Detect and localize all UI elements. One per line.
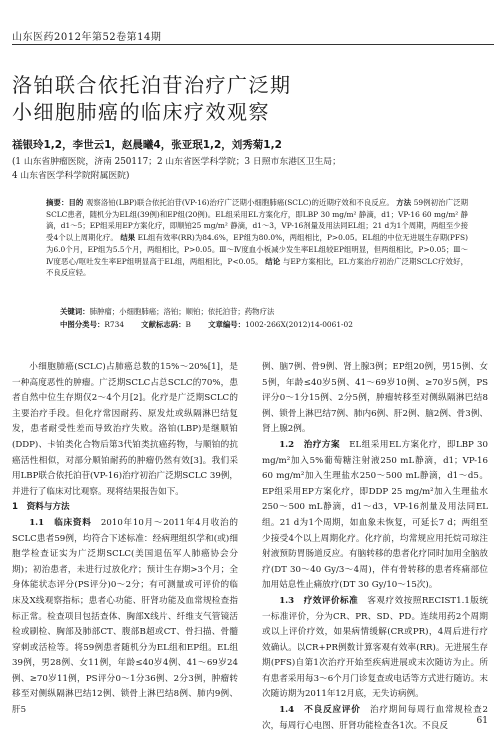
authors: 禚银玲1,2，李世云1，赵晨曦4，张亚珉1,2，刘秀菊1,2 xyxy=(12,139,282,151)
title-line-2: 小细胞肺癌的临床疗效观察 xyxy=(12,100,270,124)
affiliation-line-1: (1 山东省肿瘤医院，济南 250117；2 山东省医学科学院；3 日照市东港区卫生局； xyxy=(12,157,341,167)
conclusion-label: 结论 xyxy=(265,256,281,266)
journal-header: 山东医药2012年第52卷第14期 xyxy=(12,32,162,43)
subsection-1-1: 1.1 临床资料 xyxy=(29,517,92,528)
results-label: 结果 xyxy=(120,233,136,243)
doc-label: 文献标志码： xyxy=(141,320,186,329)
article-label: 文章编号： xyxy=(208,320,246,329)
patient-data-continued: 例、脑7例、骨9例、肾上腺3例；EP组20例，男15例、女5例，年龄≤40岁5例、41～69岁10例、≥70岁5例，PS评分0～1分15例、2分5例，肿瘤转移至对侧纵隔淋巴结8例、锁骨上淋巴结7例、肺内6例、肝2例、脑2例、骨3例、肾上腺2例。 xyxy=(262,362,488,435)
abstract xyxy=(46,197,468,279)
subsection-1-4: 1.4 不良反应评价 xyxy=(279,705,361,716)
subsection-1-3: 1.3 疗效评价标准 xyxy=(279,595,359,606)
conclusion-text: 与EP方案相比，EL方案治疗初治广泛期SCLC疗效好，不良反应轻。 xyxy=(46,256,468,278)
right-column xyxy=(262,360,488,734)
adverse-text: 治疗期间每周行血常规检查2次，每周行心电图、肝肾功能检查各1次。不良反 xyxy=(262,705,489,731)
methods-label: 方法 xyxy=(396,198,412,207)
article-value: 1002-266X(2012)14-0061-02 xyxy=(245,320,353,329)
keywords-label: 关键词： xyxy=(60,307,90,316)
keywords xyxy=(60,306,274,317)
clc-label: 中图分类号： xyxy=(60,320,105,329)
page-number: 61 xyxy=(476,716,488,726)
methods-text: 59例初治广泛期SCLC患者，随机分为EL组(39例)和EP组(20例)。EL组采用EL方案化疗，即LBP 30 mg/m² 静滴，d1；VP-16 60 mg/m² 静滴，d1～5；EP组采用EP方案化疗，即顺铂25 mg/m² 静滴，d1～3，VP-16剂量及用法同EL组；21 d为1个周期，两组至少接受4个以上周期化疗。 xyxy=(46,198,468,243)
affiliation-line-2: 4 山东省医学科学院附属医院) xyxy=(12,171,130,181)
section-heading: 1 资料与方法 xyxy=(12,502,70,513)
article-meta xyxy=(60,319,353,330)
objective-text: 观察洛铂(LBP)联合依托泊苷(VP-16)治疗广泛期小细胞肺癌(SCLC)的近期疗效和不良反应。 xyxy=(85,198,394,207)
clc-value: R734 xyxy=(104,320,125,329)
clinical-data-text: 2010年10月～2011年4月收治的SCLC患者59例，均符合下述标准：经病理组织学和(或)细胞学检查证实为广泛期SCLC(美国退伍军人肺癌协会分期)；初治患者，未进行过放化疗；预计生存期>3个月；全身体能状态评分(PS评分)0～2分；有可测量或可评价的临床及X线观察指标；患者心功能、肝肾功能及血常规检查指标正常。检查项目包括查体、胸部X线片、纤维支气管镜活检或刷检、胸部及肺部CT、腹部B超或CT、骨扫描、骨髓穿刺或活检等。将59例患者随机分为EL组和EP组。EL组39例，男28例、女11例，年龄≤40岁4例、41～69岁24例、≥70岁11例，PS评分0～1分36例、2分3例，肿瘤转移至对侧纵隔淋巴结12例、锁骨上淋巴结8例、肺内9例、肝5 xyxy=(12,517,238,716)
title-line-1: 洛铂联合依托泊苷治疗广泛期 xyxy=(12,73,292,97)
abstract-label: 摘要： xyxy=(46,198,69,207)
keywords-text: 肺肿瘤；小细胞肺癌；洛铂；顺铂；依托泊苷；药物疗法 xyxy=(89,307,275,316)
treatment-text: EL组采用EL方案化疗，即LBP 30 mg/m²加入5%葡萄糖注射液250 mL静滴，d1；VP-16 60 mg/m²加入生理盐水250～500 mL静滴，d1～d5。EP组采用EP方案化疗，即DDP 25 mg/m²加入生理盐水250～500 mL静滴，d1～d3，VP-16剂量及用法同EL组。21 d为1个周期，如血象未恢复，可延长7 d；两组至少接受4个以上周期化疗。化疗前，均常规应用托烷司琼注射液预防胃肠道反应。有脑转移的患者化疗同时加用全脑放疗(DT 30～40 Gy/3～4周)，伴有骨转移的患者疼痛部位加用姑息性止痛放疗(DT 30 Gy/10～15次)。 xyxy=(262,439,488,591)
results-text: EL组有效率(RR)为84.6%，EP组为80.0%，两组相比，P>0.05。EL组的中位无进展生存期(PFS)为6.0个月，EP组为5.5个月，两组相比，P>0.05。Ⅲ～Ⅳ度血小板减少发生率EL组较EP组明显，但两组相比，P>0.05；Ⅲ～Ⅳ度恶心/呕吐发生率EP组明显高于EL组，两组相比，P<0.05。 xyxy=(46,233,468,266)
subsection-1-2: 1.2 治疗方案 xyxy=(279,439,341,450)
intro-paragraph: 小细胞肺癌(SCLC)占肺癌总数的15%～20%[1]，是一种高度恶性的肿瘤。广泛期SCLC占总SCLC的70%，患者自然中位生存期仅2～4个月[2]。化疗是广泛期SCLC的主要治疗手段。但化疗常因耐药、原发灶或纵隔淋巴结复发，患者耐受性差而导致治疗失败。洛铂(LBP)是继顺铂(DDP)、卡铂类化合物后第3代铂类抗癌药物，与顺铂的抗癌活性相似，对部分顺铂耐药的肿瘤仍然有效[3]。我们采用LBP联合依托泊苷(VP-16)治疗初治广泛期SCLC 39例，并进行了临床对比观察。现将结果报告如下。 xyxy=(12,362,238,497)
doc-value: B xyxy=(185,320,191,329)
evaluation-text: 客观疗效按照RECIST1.1版统一标准评价，分为CR、PR、SD、PD。连续用药2个周期或以上评价疗效，如果病情缓解(CR或PR)，4周后进行疗效确认。以CR+PR例数计算客观有效率(RR)。无进展生存期(PFS)自第1次治疗开始至疾病进展或末次随访为止。所有患者采用每3～6个月门诊复查或电话等方式进行随访。末次随访期为2011年12月底，无失访病例。 xyxy=(262,595,488,700)
header-rule xyxy=(12,44,494,45)
left-column xyxy=(12,360,238,719)
objective-label: 目的 xyxy=(68,198,84,207)
